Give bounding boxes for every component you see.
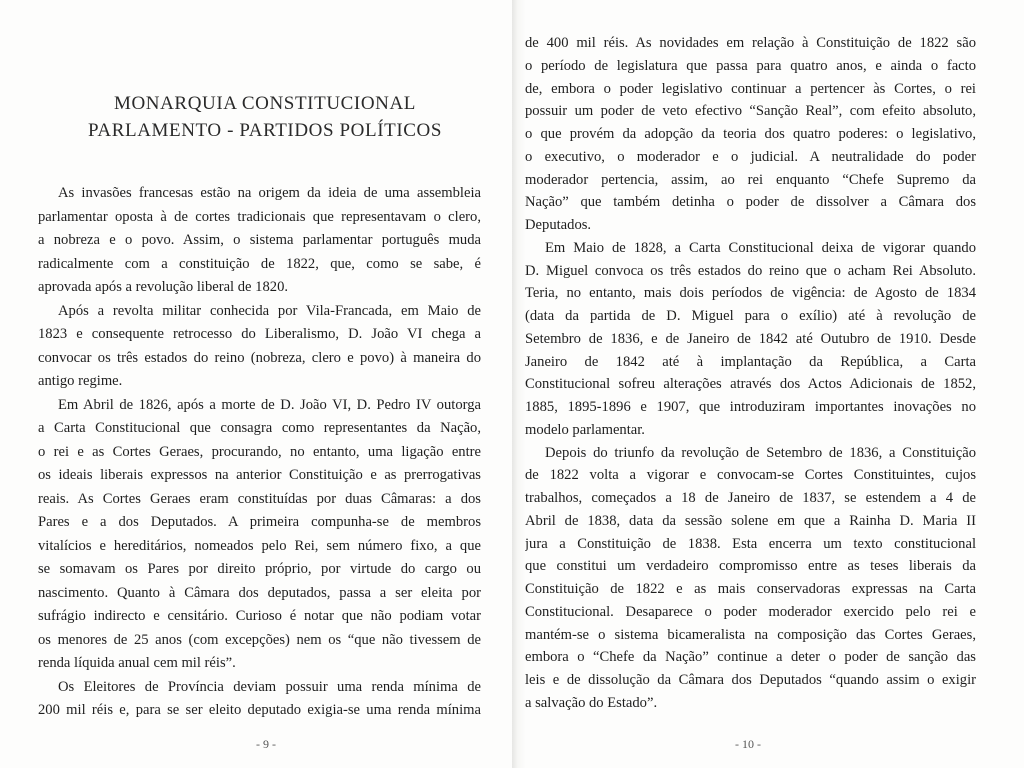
text-line: que constitui um verdadeiro compromisso entre as teses liberais da — [525, 558, 976, 575]
text-line: radicalmente com a constituição de 1822, que, como se sabe, é — [38, 255, 481, 272]
text-line: Em Abril de 1826, após a morte de D. João VI, D. Pedro IV outorga — [58, 396, 481, 413]
text-line: Abril de 1838, data da sessão solene em que a Rainha D. Maria II — [525, 512, 976, 529]
text-line: Constitucional. Desaparece o poder moderador exercido pelo rei e — [525, 603, 976, 620]
text-line: antigo regime. — [38, 373, 123, 389]
text-line: de 1822 volta a vigorar e convocam-se Cortes Constituintes, cujos — [525, 467, 976, 484]
text-line: os ideais liberais expressos na anterior Constituição e as prerrogativas — [38, 467, 481, 483]
text-line: moderador pertencia, assim, ao rei enquanto “Chefe Supremo da — [525, 171, 976, 188]
text-line: a salvação do Estado”. — [525, 694, 658, 711]
page-number: - 9 - — [256, 737, 276, 751]
text-line: o rei e as Cortes Geraes, procurando, no entanto, uma ligação entre — [38, 443, 481, 460]
paragraph — [38, 182, 481, 300]
text-line: Os Eleitores de Província deviam possuir uma renda mínima de — [58, 678, 481, 695]
text-line: Deputados. — [525, 217, 592, 233]
text-line: 200 mil réis e, para se ser eleito deputado exigia-se uma renda mínima — [38, 702, 481, 718]
text-line: se somavam os Pares por direito próprio, por virtude do cargo ou — [38, 561, 481, 577]
paragraph — [38, 676, 481, 723]
right-page-body — [525, 32, 976, 715]
text-line: trabalhos, começados a 18 de Janeiro de 1837, se estendem a 4 de — [525, 490, 976, 506]
text-line: Teria, no entanto, mais dois períodos de vigência: de Agosto de 1834 — [525, 285, 976, 302]
text-line: de 400 mil réis. As novidades em relação à Constituição de 1822 são — [525, 35, 976, 51]
text-line: Em Maio de 1828, a Carta Constitucional deixa de vigorar quando — [545, 239, 976, 256]
text-line: leis e de dissolução da Câmara dos Deputados “quando assim o exigir — [525, 672, 976, 688]
text-line: Janeiro de 1842 até à implantação da República, a Carta — [525, 353, 976, 370]
text-line: mantém-se o sistema bicameralista na composição das Cortes Geraes, — [525, 626, 976, 643]
text-line: nascimento. Quanto à Câmara dos deputados, passa a ser eleita por — [38, 584, 481, 601]
text-line: sufrágio indirecto e censitário. Curioso é notar que não podiam votar — [38, 608, 481, 624]
text-line: As invasões francesas estão na origem da ideia de uma assembleia — [58, 185, 481, 201]
text-line: a nobreza e o povo. Assim, o sistema parlamentar português muda — [38, 232, 481, 248]
text-line: os menores de 25 anos (com excepções) nem os “que não tivessem de — [38, 631, 481, 648]
text-line: Pares e a dos Deputados. A primeira compunha-se de membros — [38, 514, 481, 530]
chapter-title-line-2: PARLAMENTO - PARTIDOS POLÍTICOS — [87, 120, 443, 141]
text-line: jura a Constituição de 1838. Esta encerra um texto constitucional — [525, 535, 976, 552]
text-line: D. Miguel convoca os três estados do reino que o acham Rei Absoluto. — [525, 262, 976, 279]
right-page — [512, 0, 1024, 768]
text-line: aprovada após a revolução liberal de 1820. — [38, 279, 289, 295]
text-line: embora o “Chefe da Nação” continue a deter o poder de sanção das — [525, 649, 976, 666]
text-line: Constituição de 1822 e as mais conservadoras expressas na Carta — [525, 581, 976, 597]
text-line: o que provém da adopção da teoria dos quatro poderes: o legislativo, — [525, 126, 976, 142]
paragraph — [38, 394, 481, 676]
text-line: renda líquida anual cem mil réis”. — [38, 655, 236, 671]
text-line: de, embora o poder legislativo continuar a pertencer às Cortes, o rei — [525, 80, 976, 97]
text-line: Nação” que também detinha o poder de dissolver a Câmara dos — [525, 194, 976, 211]
paragraph — [525, 442, 976, 715]
text-line: 1885, 1895-1896 e 1907, que introduziram importantes inovações no — [525, 399, 976, 415]
paragraph — [525, 237, 976, 442]
chapter-title-line-1: MONARQUIA CONSTITUCIONAL — [113, 93, 417, 114]
text-line: Setembro de 1836, e de Janeiro de 1842 até Outubro de 1910. Desde — [525, 330, 976, 347]
page-number: - 10 - — [735, 737, 761, 751]
text-line: o período de legislatura que passa para quatro anos, e ainda o facto — [525, 57, 976, 74]
text-line: Após a revolta militar conhecida por Vila-Francada, em Maio de — [58, 302, 481, 319]
text-line: vitalícios e hereditários, nomeados pelo Rei, sem número fixo, a que — [38, 537, 481, 554]
text-line: possuir um poder de veto efectivo “Sanção Real”, com efeito absoluto, — [525, 103, 976, 120]
text-line: Depois do triunfo da revolução de Setembro de 1836, a Constituição — [545, 444, 976, 461]
text-line: (data da partida de D. Miguel para o exílio) até à revolução de — [525, 308, 976, 324]
text-line: convocar os três estados do reino (nobreza, clero e povo) à maneira do — [38, 349, 481, 366]
text-line: reais. As Cortes Geraes eram constituídas por duas Câmaras: a dos — [38, 490, 481, 507]
text-line: o executivo, o moderador e o judicial. A neutralidade do poder — [525, 148, 976, 165]
left-page-body — [38, 182, 481, 723]
paragraph — [525, 32, 976, 237]
paragraph — [38, 300, 481, 394]
text-line: modelo parlamentar. — [525, 421, 645, 438]
text-line: 1823 e consequente retrocesso do Liberalismo, D. João VI chega a — [38, 326, 481, 342]
text-line: Constitucional sofreu alterações através dos Actos Adicionais de 1852, — [525, 376, 976, 393]
text-line: a Carta Constitucional que consagra como representantes da Nação, — [38, 420, 481, 436]
text-line: parlamentar oposta à de cortes tradicionais que representavam o clero, — [38, 208, 481, 225]
